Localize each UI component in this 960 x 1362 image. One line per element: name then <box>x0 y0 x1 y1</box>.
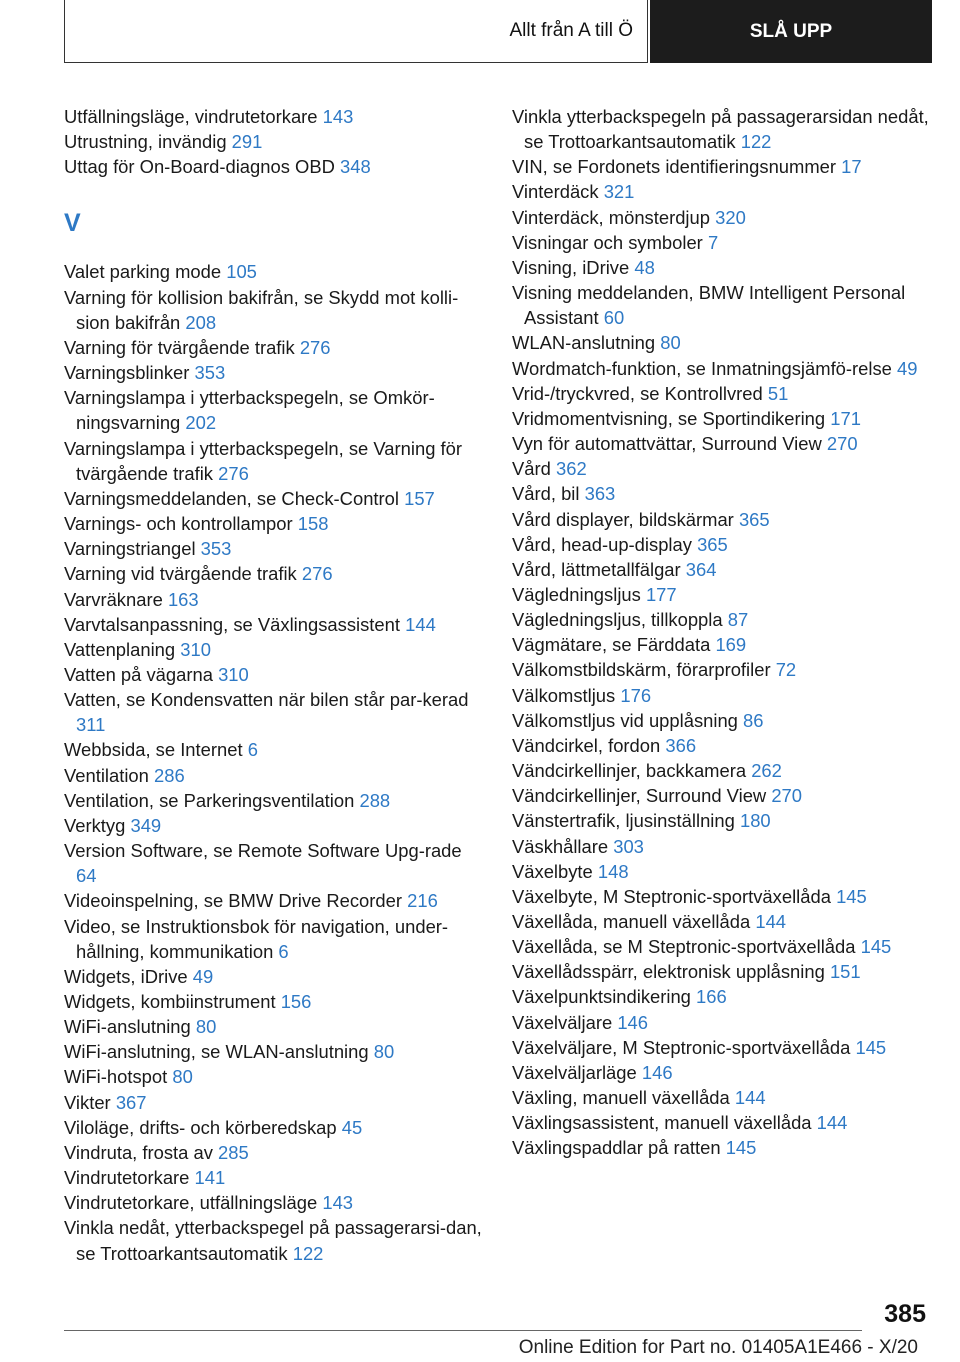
index-entry <box>512 507 932 532</box>
index-entry-text: Varnings- och kontrollampor <box>64 513 293 535</box>
index-entry <box>512 179 932 204</box>
index-entry <box>512 1035 932 1060</box>
index-page-link[interactable]: 169 <box>715 634 747 656</box>
index-page-link[interactable]: 48 <box>634 256 655 278</box>
index-entry-text: Vattenplaning <box>64 638 176 660</box>
index-entry-text: Vyn för automattvättar, Surround View <box>512 433 822 455</box>
index-entry <box>64 637 484 662</box>
index-page-link[interactable]: 158 <box>297 513 329 535</box>
index-entry <box>64 888 484 913</box>
top-navigation <box>64 0 932 65</box>
footer-edition: Online Edition for Part no. 01405A1E466 - X/20 <box>518 1337 918 1358</box>
index-entry-text: Video, se Instruktionsbok för navigation, under-hållning, kommunikation <box>64 915 449 962</box>
index-entry-text: Växellåda, se M Steptronic-sportväxellåda <box>512 936 856 958</box>
index-entry-text: Växelpunktsindikering <box>512 986 691 1008</box>
index-entry-text: Vatten, se Kondensvatten när bilen står par-kerad <box>64 689 469 711</box>
index-entry-text: Välkomstljus vid upplåsning <box>512 709 738 731</box>
index-entry <box>64 385 484 435</box>
index-entry-text: Vinkla ytterbackspegeln på passagerarsidan nedåt, se Trottoarkantsautomatik <box>512 106 929 153</box>
index-group-u <box>64 104 484 179</box>
index-page-link[interactable]: 51 <box>767 382 789 404</box>
index-entry <box>512 984 932 1009</box>
index-entry <box>512 280 932 330</box>
index-entry <box>512 456 932 481</box>
index-page-link[interactable]: 353 <box>194 362 226 384</box>
index-page-link[interactable]: 320 <box>715 206 746 228</box>
index-page-link[interactable]: 208 <box>185 311 217 333</box>
index-entry-text: Visning meddelanden, BMW Intelligent Personal Assistant <box>512 282 906 329</box>
index-page-link[interactable]: 143 <box>322 106 354 127</box>
page-number: 385 <box>884 1300 926 1328</box>
index-page-link[interactable]: 216 <box>407 890 438 912</box>
index-page-link[interactable]: 80 <box>172 1066 193 1088</box>
index-entry-text: WiFi-anslutning <box>64 1016 191 1038</box>
index-page-link[interactable]: 60 <box>603 307 625 329</box>
index-entry-text: Viloläge, drifts- och körberedskap <box>64 1116 337 1138</box>
index-entry <box>512 607 932 632</box>
index-entry-text: Vändcirkel, fordon <box>512 734 661 756</box>
index-page-link[interactable]: 310 <box>180 638 211 660</box>
index-entry <box>512 557 932 582</box>
index-page-link[interactable]: 163 <box>167 588 199 610</box>
index-page-link[interactable]: 177 <box>645 583 677 605</box>
index-entry-text: Utrustning, invändig <box>64 131 227 153</box>
index-entry-text: Varningstriangel <box>64 538 196 560</box>
index-entry <box>512 205 932 230</box>
index-page-link[interactable]: 86 <box>743 709 764 731</box>
index-entry-text: Version Software, se Remote Software Upg-rade <box>64 840 462 862</box>
index-entry <box>64 536 484 561</box>
index-entry-text: Vägledningsljus <box>512 583 641 605</box>
index-entry-text: Vändcirkellinjer, backkamera <box>512 760 747 782</box>
index-entry <box>512 431 932 456</box>
index-page-link[interactable]: 311 <box>76 714 106 736</box>
index-page-link[interactable]: 291 <box>231 131 263 153</box>
index-entry-text: Välkomstljus <box>512 684 616 706</box>
index-entry <box>64 1039 484 1064</box>
section-letter: V <box>64 209 81 238</box>
index-entry <box>512 481 932 506</box>
index-entry-text: WiFi-anslutning, se WLAN-anslutning <box>64 1041 369 1063</box>
index-page-link[interactable]: 364 <box>685 558 717 580</box>
footer-divider <box>64 1330 862 1331</box>
index-entry-text: Varningslampa i ytterbackspegeln, se Varning för tvärgående trafik <box>64 437 462 484</box>
index-entry-text: Vridmomentvisning, se Sportindikering <box>512 407 826 429</box>
index-entry <box>512 834 932 859</box>
index-page-link[interactable]: 80 <box>660 332 681 354</box>
index-entry-text: Varningsmeddelanden, se Check-Control <box>64 487 399 509</box>
index-entry-text: Varning vid tvärgående trafik <box>64 563 297 585</box>
index-page-link[interactable]: 262 <box>751 760 782 782</box>
index-entry-text: VIN, se Fordonets identifieringsnummer <box>512 156 837 178</box>
index-entry-text: Växlingspaddlar på ratten <box>512 1137 721 1159</box>
index-entry <box>64 1190 484 1215</box>
index-entry-text: Webbsida, se Internet <box>64 739 243 761</box>
index-page-link[interactable]: 362 <box>555 458 587 480</box>
index-page-link[interactable]: 145 <box>725 1137 757 1159</box>
index-entry <box>64 662 484 687</box>
index-entry <box>512 1135 932 1160</box>
index-entry-text: Vägmätare, se Färddata <box>512 634 711 656</box>
index-entry-text: Vård, bil <box>512 483 580 505</box>
index-entry <box>64 838 484 888</box>
index-page-link[interactable]: 303 <box>613 835 644 857</box>
index-entry <box>512 783 932 808</box>
index-entry <box>512 884 932 909</box>
index-page-link[interactable]: 349 <box>130 814 162 836</box>
index-entry <box>64 259 484 284</box>
index-entry <box>64 813 484 838</box>
index-entry-text: Varvräknare <box>64 588 163 610</box>
index-entry-text: WiFi-hotspot <box>64 1066 168 1088</box>
index-entry <box>64 436 484 486</box>
index-entry-text: Välkomstbildskärm, förarprofiler <box>512 659 771 681</box>
index-entry <box>512 582 932 607</box>
index-entry <box>512 255 932 280</box>
index-entry <box>64 335 484 360</box>
index-entry <box>512 1085 932 1110</box>
index-page-link[interactable]: 6 <box>278 940 289 962</box>
index-page-link[interactable]: 141 <box>194 1167 226 1189</box>
index-entry <box>512 154 932 179</box>
index-entry <box>512 758 932 783</box>
index-entry-text: Växelväljarläge <box>512 1061 637 1083</box>
index-entry-text: Växelbyte, M Steptronic-sportväxellåda <box>512 885 831 907</box>
index-page-link[interactable]: 288 <box>359 789 391 811</box>
index-entry-text: Vändcirkellinjer, Surround View <box>512 785 767 807</box>
index-entry-text: Widgets, iDrive <box>64 965 188 987</box>
index-page-link[interactable]: 143 <box>322 1192 354 1214</box>
index-entry <box>64 1165 484 1190</box>
index-entry <box>512 657 932 682</box>
index-page-link[interactable]: 145 <box>860 936 892 958</box>
index-entry-text: Vindruta, frosta av <box>64 1141 213 1163</box>
nav-a-to-z-tab[interactable]: Allt från A till Ö <box>64 0 648 63</box>
index-entry-text: Vinterdäck, mönsterdjup <box>512 206 710 228</box>
index-page-link[interactable]: 348 <box>340 156 371 178</box>
index-entry-text: Varning för kollision bakifrån, se Skydd mot kolli-sion bakifrån <box>64 286 459 333</box>
index-page-link[interactable]: 365 <box>697 533 728 555</box>
index-page-link[interactable]: 270 <box>771 785 803 807</box>
index-entry <box>512 330 932 355</box>
index-entry <box>64 486 484 511</box>
index-entry <box>64 154 484 179</box>
nav-lookup-tab[interactable]: SLÅ UPP <box>650 0 932 63</box>
index-entry <box>512 632 932 657</box>
index-entry-text: Växlingsassistent, manuell växellåda <box>512 1112 812 1134</box>
index-page-link[interactable]: 366 <box>665 734 697 756</box>
index-entry <box>512 934 932 959</box>
index-entry <box>64 129 484 154</box>
index-entry-text: Väskhållare <box>512 835 609 857</box>
index-entry-text: Valet parking mode <box>64 261 222 283</box>
index-entry-text: Varvtalsanpassning, se Växlingsassistent <box>64 613 400 635</box>
index-page-link[interactable]: 286 <box>154 764 185 786</box>
index-page-link[interactable]: 144 <box>405 613 436 635</box>
index-entry-text: Visningar och symboler <box>512 231 703 253</box>
index-column-right <box>512 104 932 1161</box>
index-entry <box>512 1110 932 1135</box>
index-page-link[interactable]: 285 <box>218 1141 249 1163</box>
index-entry-text: Utfällningsläge, vindrutetorkare <box>64 106 318 127</box>
index-page-link[interactable]: 180 <box>739 810 771 832</box>
index-page-link[interactable]: 72 <box>775 659 797 681</box>
index-page-link[interactable]: 146 <box>617 1011 648 1033</box>
index-page-link[interactable]: 270 <box>826 433 858 455</box>
index-entry-text: Vinterdäck <box>512 181 599 203</box>
index-page-link[interactable]: 122 <box>740 131 772 153</box>
index-page-link[interactable]: 105 <box>226 261 257 283</box>
index-page-link[interactable]: 321 <box>603 181 635 203</box>
index-page-link[interactable]: 148 <box>597 860 629 882</box>
index-entry <box>512 1010 932 1035</box>
index-entry-text: Vård displayer, bildskärmar <box>512 508 734 530</box>
index-entry <box>64 737 484 762</box>
index-entry-text: Varningslampa i ytterbackspegeln, se Omkör-ningsvarning <box>64 387 435 434</box>
index-page-link[interactable]: 151 <box>829 961 861 983</box>
index-entry-text: Växellåda, manuell växellåda <box>512 911 751 932</box>
index-entry <box>512 708 932 733</box>
index-entry <box>64 1140 484 1165</box>
index-entry-text: Wordmatch-funktion, se Inmatningsjämfö-relse <box>512 357 892 379</box>
index-page-link[interactable]: 144 <box>734 1087 766 1109</box>
index-column-left <box>64 104 484 1266</box>
index-page-link[interactable]: 87 <box>727 609 749 631</box>
index-page-link[interactable]: 276 <box>299 336 331 358</box>
index-entry <box>512 1060 932 1085</box>
index-entry-text: Vägledningsljus, tillkoppla <box>512 609 723 631</box>
index-entry <box>64 285 484 335</box>
index-entry-text: WLAN-anslutning <box>512 332 656 354</box>
index-entry <box>512 104 932 154</box>
index-page-link[interactable]: 145 <box>855 1036 887 1058</box>
index-entry-text: Visning, iDrive <box>512 256 630 278</box>
index-page-link[interactable]: 156 <box>280 991 312 1012</box>
index-entry <box>512 406 932 431</box>
index-entry-text: Verktyg <box>64 814 126 836</box>
index-entry-text: Vård <box>512 458 551 480</box>
index-entry-text: Vikter <box>64 1091 111 1113</box>
index-entry-text: Växelväljare, M Steptronic-sportväxellåda <box>512 1036 851 1058</box>
index-entry <box>512 532 932 557</box>
index-entry <box>512 683 932 708</box>
index-entry <box>64 1064 484 1089</box>
index-entry-text: Växelväljare <box>512 1011 613 1033</box>
index-page-link[interactable]: 146 <box>641 1061 673 1083</box>
index-entry <box>64 989 484 1014</box>
index-entry-text: Vatten på vägarna <box>64 663 213 685</box>
index-entry <box>64 587 484 612</box>
index-page-link[interactable]: 363 <box>584 483 616 505</box>
index-entry <box>64 964 484 989</box>
index-entry <box>512 859 932 884</box>
index-entry <box>512 356 932 381</box>
index-entry-text: Vrid-/tryckvred, se Kontrollvred <box>512 382 763 404</box>
index-group-v-continued <box>512 104 932 1161</box>
index-entry <box>64 914 484 964</box>
index-entry-text: Vård, head-up-display <box>512 533 692 555</box>
index-entry-text: Vänstertrafik, ljusinställning <box>512 810 735 832</box>
index-page-link[interactable]: 276 <box>301 563 333 585</box>
index-page-link[interactable]: 122 <box>292 1242 324 1264</box>
index-page-link[interactable]: 49 <box>192 965 214 987</box>
index-page-link[interactable]: 80 <box>373 1041 395 1063</box>
index-entry-text: Vindrutetorkare <box>64 1167 190 1189</box>
index-entry-text: Vård, lättmetallfälgar <box>512 558 681 580</box>
index-page-link[interactable]: 49 <box>897 357 918 379</box>
index-page-link[interactable]: 365 <box>738 508 770 530</box>
index-entry <box>64 1090 484 1115</box>
index-page-link[interactable]: 367 <box>115 1091 147 1113</box>
index-page-link[interactable]: 202 <box>185 412 217 434</box>
index-entry <box>64 561 484 586</box>
index-page-link[interactable]: 45 <box>341 1116 363 1138</box>
index-entry <box>512 733 932 758</box>
index-entry <box>512 909 932 934</box>
index-page-link[interactable]: 171 <box>830 407 861 429</box>
index-entry-text: Växelbyte <box>512 860 593 882</box>
index-entry <box>512 808 932 833</box>
index-entry-text: Vinkla nedåt, ytterbackspegel på passagerarsi-dan, se Trottoarkantsautomatik <box>64 1217 482 1264</box>
index-page-link[interactable]: 166 <box>696 986 727 1008</box>
index-page-link[interactable]: 157 <box>404 487 435 509</box>
index-entry <box>64 687 484 737</box>
index-entry-text: Widgets, kombiinstrument <box>64 991 276 1012</box>
index-entry-text: Vindrutetorkare, utfällningsläge <box>64 1192 318 1214</box>
index-page-link[interactable]: 80 <box>195 1016 217 1038</box>
index-entry-text: Varningsblinker <box>64 362 190 384</box>
index-entry <box>64 1014 484 1039</box>
index-entry-text: Videoinspelning, se BMW Drive Recorder <box>64 890 402 912</box>
index-entry <box>64 612 484 637</box>
index-page-link[interactable]: 353 <box>200 538 232 560</box>
index-page-link[interactable]: 64 <box>76 865 97 887</box>
index-page-link[interactable]: 276 <box>218 462 249 484</box>
index-page-link[interactable]: 6 <box>247 739 258 761</box>
index-entry <box>512 381 932 406</box>
index-page-link[interactable]: 310 <box>218 663 249 685</box>
index-page-link[interactable]: 17 <box>841 156 862 178</box>
index-entry <box>64 1115 484 1140</box>
index-entry-text: Växling, manuell växellåda <box>512 1087 730 1109</box>
index-entry-text: Växellådsspärr, elektronisk upplåsning <box>512 961 825 983</box>
index-entry <box>64 1215 484 1265</box>
index-entry <box>64 763 484 788</box>
index-entry <box>64 511 484 536</box>
index-entry-text: Ventilation <box>64 764 149 786</box>
index-entry <box>512 230 932 255</box>
index-page-link[interactable]: 144 <box>816 1112 848 1134</box>
index-entry-text: Varning för tvärgående trafik <box>64 336 295 358</box>
index-entry <box>64 788 484 813</box>
index-entry-text: Uttag för On-Board-diagnos OBD <box>64 156 335 178</box>
index-entry <box>512 959 932 984</box>
index-group-v <box>64 259 484 1265</box>
index-page-link[interactable]: 176 <box>620 684 652 706</box>
index-page-link[interactable]: 144 <box>755 911 787 932</box>
index-entry-text: Ventilation, se Parkeringsventilation <box>64 789 355 811</box>
index-entry <box>64 104 484 129</box>
index-entry <box>64 360 484 385</box>
index-page-link[interactable]: 145 <box>836 885 867 907</box>
index-page-link[interactable]: 7 <box>707 231 719 253</box>
